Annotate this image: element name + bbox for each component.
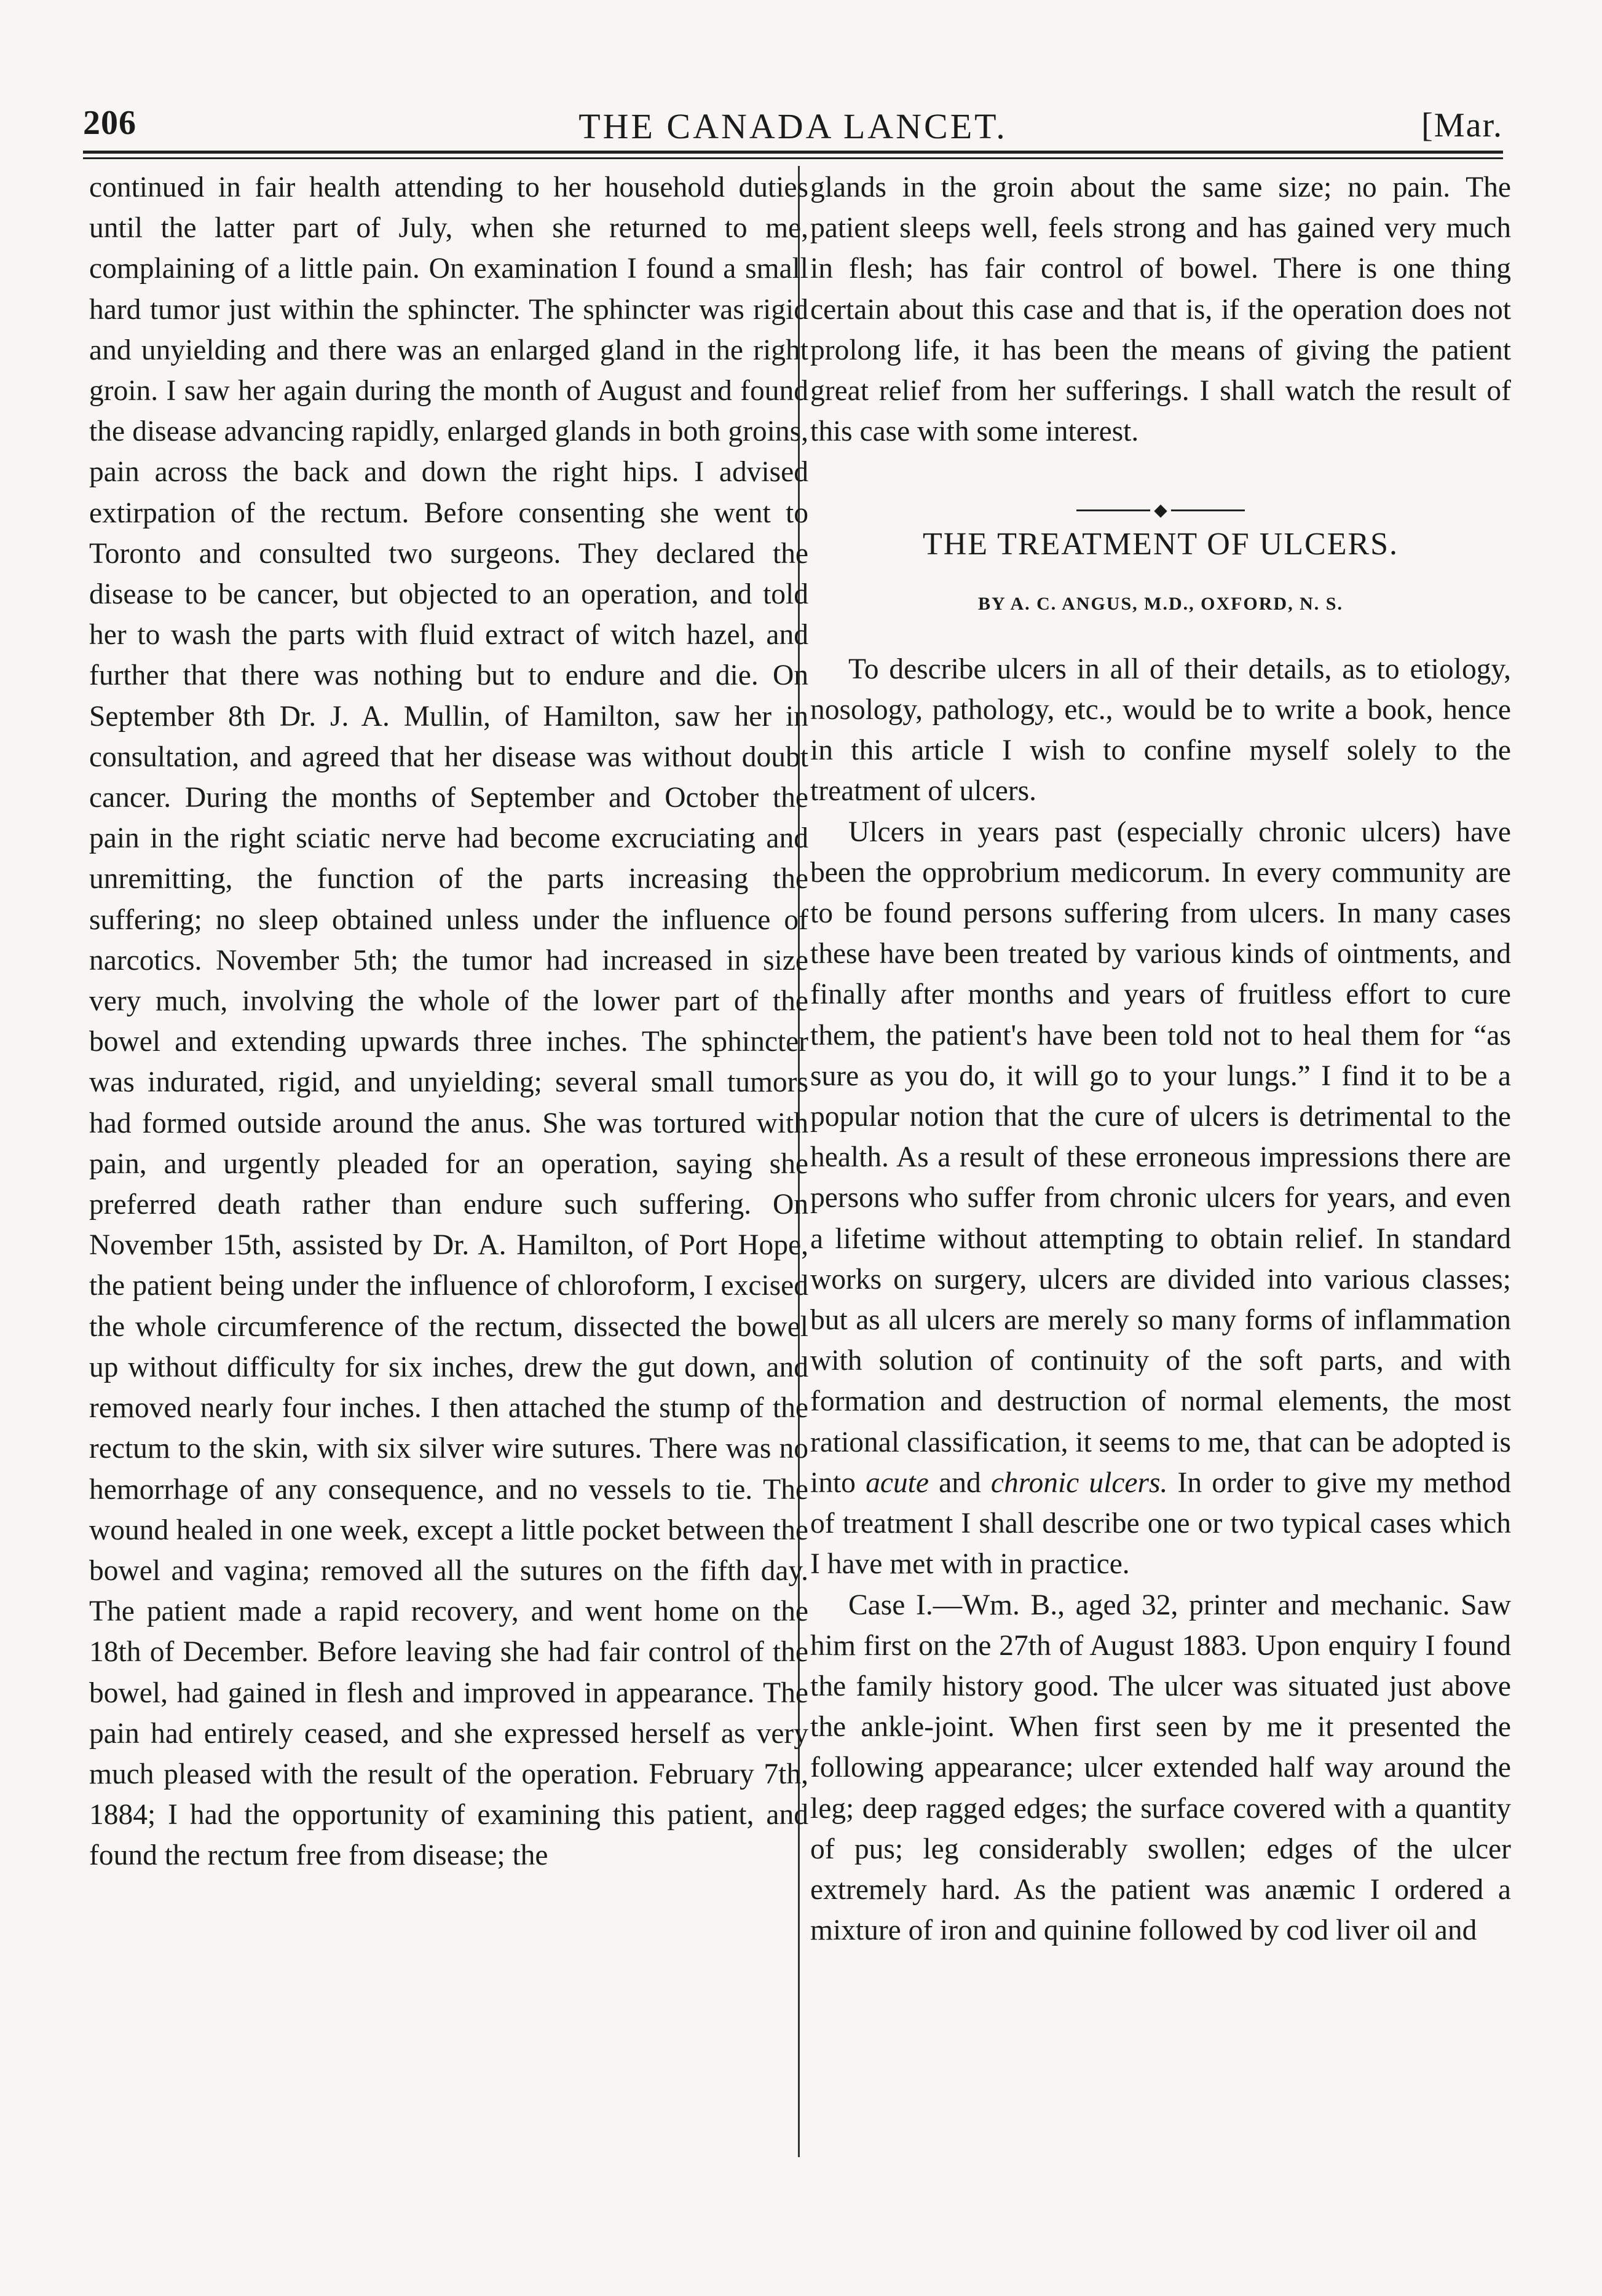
- italic-chronic-ulcers: chronic ulcers.: [990, 1466, 1168, 1499]
- ornament-rule-right: [1171, 509, 1245, 511]
- header-rule-thick: [83, 151, 1503, 154]
- article-paragraph-2: [810, 812, 1511, 1585]
- page-number: 206: [83, 104, 136, 142]
- article-paragraph-2-tail: In order to give my method of treatment I shall describe one or two typical cases which I have met with in practice.: [810, 1466, 1512, 1581]
- article-byline: BY A. C. ANGUS, M.D., OXFORD, N. S.: [978, 593, 1343, 614]
- left-column: [89, 167, 808, 1876]
- left-column-paragraph: continued in fair health attending to her household duties until the latter part of July, when she returned to me, complaining of a little pain. On examination I found a small hard tumor just within the sphincter. The sphincter was rigid and unyielding and there was an enlarged gland in the right groin. I saw her again during the month of August and found the disease advancing rapidly, enlarged glands in both groins, pain across the back and down the right hips. I advised extirpation of the rectum. Before consenting she went to Toronto and consulted two surgeons. They declared the disease to be cancer, but objected to an operation, and told her to wash the parts with fluid extract of witch hazel, and further that there was nothing but to endure and die. On September 8th Dr. J. A. Mullin, of Hamilton, saw her in consultation, and agreed that her disease was without doubt cancer. During the months of September and October the pain in the right sciatic nerve had become excruciating and unremitting, the function of the parts increasing the suffering; no sleep obtained unless under the influence of narcotics. November 5th; the tumor had increased in size very much, involving the whole of the lower part of the bowel and extending upwards three inches. The sphincter was indurated, rigid, and unyielding; several small tumors had formed outside around the anus. She was tortured with pain, and urgently pleaded for an operation, saying she preferred death rather than endure such suffering. On November 15th, assisted by Dr. A. Hamilton, of Port Hope, the patient being under the influence of chloroform, I excised the whole circumference of the rectum, dissected the bowel up without difficulty for six inches, drew the gut down, and removed nearly four inches. I then attached the stump of the rectum to the skin, with six silver wire sutures. There was no hemorrhage of any consequence, and no vessels to tie. The wound healed in one week, except a little pocket between the bowel and vagina; removed all the sutures on the fifth day. The patient made a rapid recovery, and went home on the 18th of December. Before leaving she had fair control of the bowel, had gained in flesh and improved in appearance. The pain had entirely ceased, and she expressed herself as very much pleased with the result of the operation. February 7th, 1884; I had the opportunity of examining this patient, and found the rectum free from disease; the: [89, 171, 808, 1872]
- ornament-rule-left: [1076, 509, 1150, 511]
- ornament-diamond-icon: ◆: [1154, 500, 1167, 520]
- article-paragraph-1: To describe ulcers in all of their details, as to etiology, nosology, pathology, etc., would be to write a book, hence in this article I wish to confine myself solely to the treatment of ulcers.: [810, 653, 1511, 808]
- article-title: THE TREATMENT OF ULCERS.: [922, 527, 1399, 562]
- right-column: [810, 167, 1511, 1951]
- issue-month: [Mar.: [1421, 106, 1503, 144]
- header-rule-thin: [83, 157, 1503, 159]
- page-header: [83, 98, 1503, 147]
- section-ornament: [810, 487, 1511, 520]
- italic-acute: acute: [866, 1466, 929, 1499]
- journal-title: THE CANADA LANCET.: [578, 106, 1008, 146]
- word-and: and: [939, 1466, 981, 1499]
- article-paragraph-3: Case I.—Wm. B., aged 32, printer and mechanic. Saw him first on the 27th of August 1883. Upon enquiry I found the family history good. The ulcer was situated just above the ankle-joint. When first seen by me it presented the following appearance; ulcer extended half way around the leg; deep ragged edges; the surface covered with a quantity of pus; leg considerably swollen; edges of the ulcer extremely hard. As the patient was anæmic I ordered a mixture of iron and quinine followed by cod liver oil and: [810, 1589, 1511, 1947]
- article-paragraph-2-text: Ulcers in years past (especially chronic ulcers) have been the opprobrium medicorum. In every community are to be found persons suffering from ulcers. In many cases these have been treated by various kinds of ointments, and finally after months and years of fruitless effort to cure them, the patient's have been told not to heal them for “as sure as you do, it will go to your lungs.” I find it to be a popular notion that the cure of ulcers is detrimental to the health. As a result of these erroneous impressions there are persons who suffer from chronic ulcers for years, and even a lifetime without attempting to obtain relief. In standard works on surgery, ulcers are divided into various classes; but as all ulcers are merely so many forms of inflammation with solution of continuity of the soft parts, and with formation and destruction of normal elements, the most rational classification, it seems to me, that can be adopted is into: [810, 816, 1511, 1499]
- right-column-intro: glands in the groin about the same size; no pain. The patient sleeps well, feels strong and has gained very much in flesh; has fair control of bowel. There is one thing certain about this case and that is, if the operation does not prolong life, it has been the means of giving the patient great relief from her sufferings. I shall watch the result of this case with some interest.: [810, 171, 1511, 448]
